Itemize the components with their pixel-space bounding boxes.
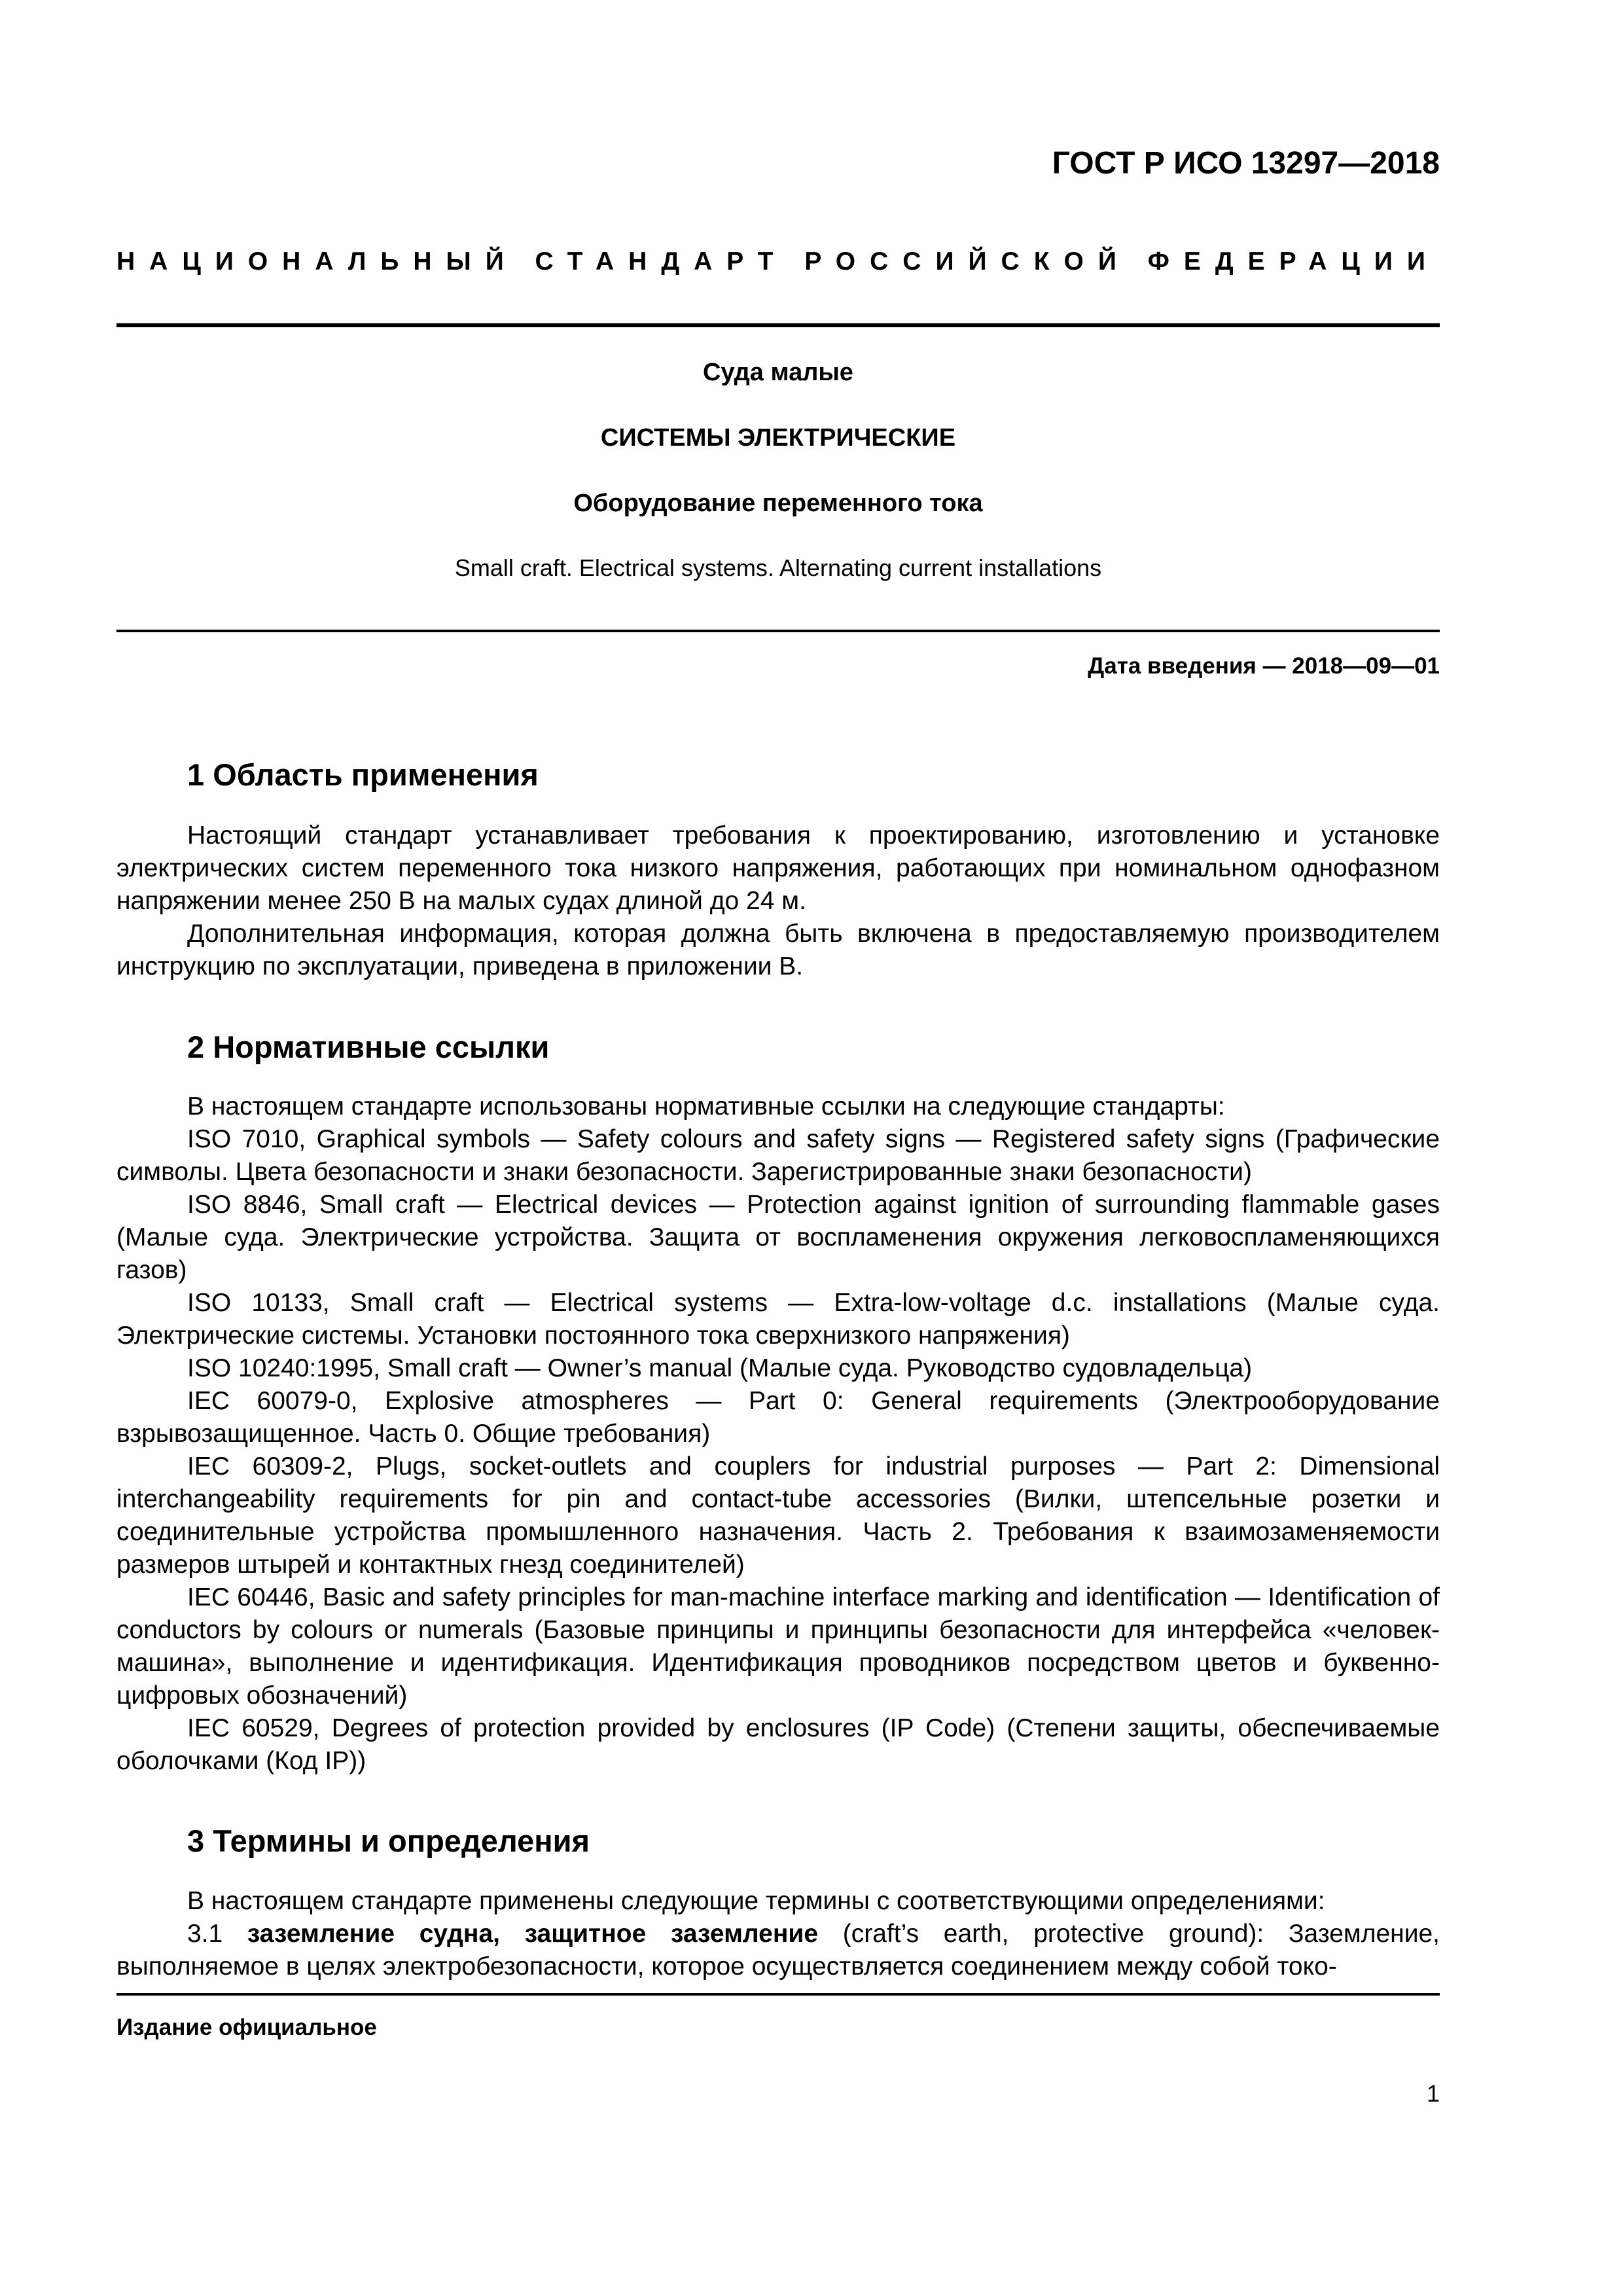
reference-item: ISO 8846, Small craft — Electrical devices — Protection against ignition of surrounding flammable gases (Малые суда. Электрические устройства. Защита от воспламенения окружения легковоспламеняющихся газов) xyxy=(116,1191,1440,1284)
paragraph: В настоящем стандарте применены следующие термины с соответствующими определениями: xyxy=(187,1887,1325,1915)
section-1-heading: 1 Область применения xyxy=(187,757,539,792)
reference-item: ISO 10240:1995, Small craft — Owner’s manual (Малые суда. Руководство судовладельца) xyxy=(187,1354,1253,1382)
section-3-body xyxy=(116,1885,1440,1983)
term-definition xyxy=(116,1918,1440,1983)
term-number: 3.1 xyxy=(187,1920,247,1948)
title-divider xyxy=(116,630,1440,632)
title-line-1: Суда малые xyxy=(703,359,853,386)
reference-item: IEC 60446, Basic and safety principles for man-machine interface marking and identification — Identification of conductors by colours or numerals (Базовые принципы и принципы безопасности для интерфейса «человек-машина», выполнение и идентификация. Идентификация проводников посредством цветов и буквенно-цифровых обозначений) xyxy=(116,1583,1440,1710)
title-line-2: СИСТЕМЫ ЭЛЕКТРИЧЕСКИЕ xyxy=(600,424,956,452)
footer-divider xyxy=(116,1993,1440,1996)
section-2-body xyxy=(116,1090,1440,1778)
banner-word: НАЦИОНАЛЬНЫЙ xyxy=(116,247,518,276)
title-line-3: Оборудование переменного тока xyxy=(573,490,983,517)
section-1-body xyxy=(116,819,1440,983)
reference-item: ISO 10133, Small craft — Electrical systems — Extra-low-voltage d.c. installations (Малые суда. Электрические системы. Установки постоянного тока сверхнизкого напряжения) xyxy=(116,1289,1440,1350)
english-title: Small craft. Electrical systems. Alternating current installations xyxy=(454,554,1102,581)
paragraph: Настоящий стандарт устанавливает требования к проектированию, изготовлению и установке электрических систем переменного тока низкого напряжения, работающих при номинальном однофазном напряжении менее 250 В на малых судах длиной до 24 м. xyxy=(116,821,1440,915)
reference-item: ISO 7010, Graphical symbols — Safety colours and safety signs — Registered safety signs (Графические символы. Цвета безопасности и знаки безопасности. Зарегистрированные знаки безопасности) xyxy=(116,1125,1440,1186)
standard-number: ГОСТ Р ИСО 13297—2018 xyxy=(1052,146,1440,181)
introduction-date: Дата введения — 2018—09—01 xyxy=(1088,653,1440,679)
reference-item: IEC 60529, Degrees of protection provided by enclosures (IP Code) (Степени защиты, обеспечиваемые оболочками (Код IP)) xyxy=(116,1714,1440,1775)
term-text: (craft’s earth, protective ground): Заземление, выполняемое в целях электробезопасности, которое осуществляется соединением между собой токо- xyxy=(116,1920,1440,1981)
paragraph: В настоящем стандарте использованы нормативные ссылки на следующие стандарты: xyxy=(187,1092,1225,1121)
paragraph: Дополнительная информация, которая должна быть включена в предоставляемую производителем инструкцию по эксплуатации, приведена в приложении В. xyxy=(116,920,1440,980)
page-number: 1 xyxy=(1426,2080,1440,2107)
banner-word: РОССИЙСКОЙ xyxy=(804,247,1131,276)
edition-label: Издание официальное xyxy=(116,2015,377,2040)
reference-item: IEC 60309-2, Plugs, socket-outlets and couplers for industrial purposes — Part 2: Dimensional interchangeability requirements for pin and contact-tube accessories (Вилки, штепсельные розетки и соединительные устройства промышленного назначения. Часть 2. Требования к взаимозаменяемости размеров штырей и контактных гнезд соединителей) xyxy=(116,1452,1440,1579)
reference-item: IEC 60079-0, Explosive atmospheres — Part 0: General requirements (Электрооборудование взрывозащищенное. Часть 0. Общие требования) xyxy=(116,1387,1440,1448)
banner-word: СТАНДАРТ xyxy=(535,247,788,276)
national-standard-banner xyxy=(116,247,1440,276)
term-name: заземление судна, защитное заземление xyxy=(247,1920,819,1948)
header-divider xyxy=(116,323,1440,327)
section-3-heading: 3 Термины и определения xyxy=(187,1823,590,1858)
banner-word: ФЕДЕРАЦИИ xyxy=(1147,247,1440,276)
section-2-heading: 2 Нормативные ссылки xyxy=(187,1030,550,1064)
